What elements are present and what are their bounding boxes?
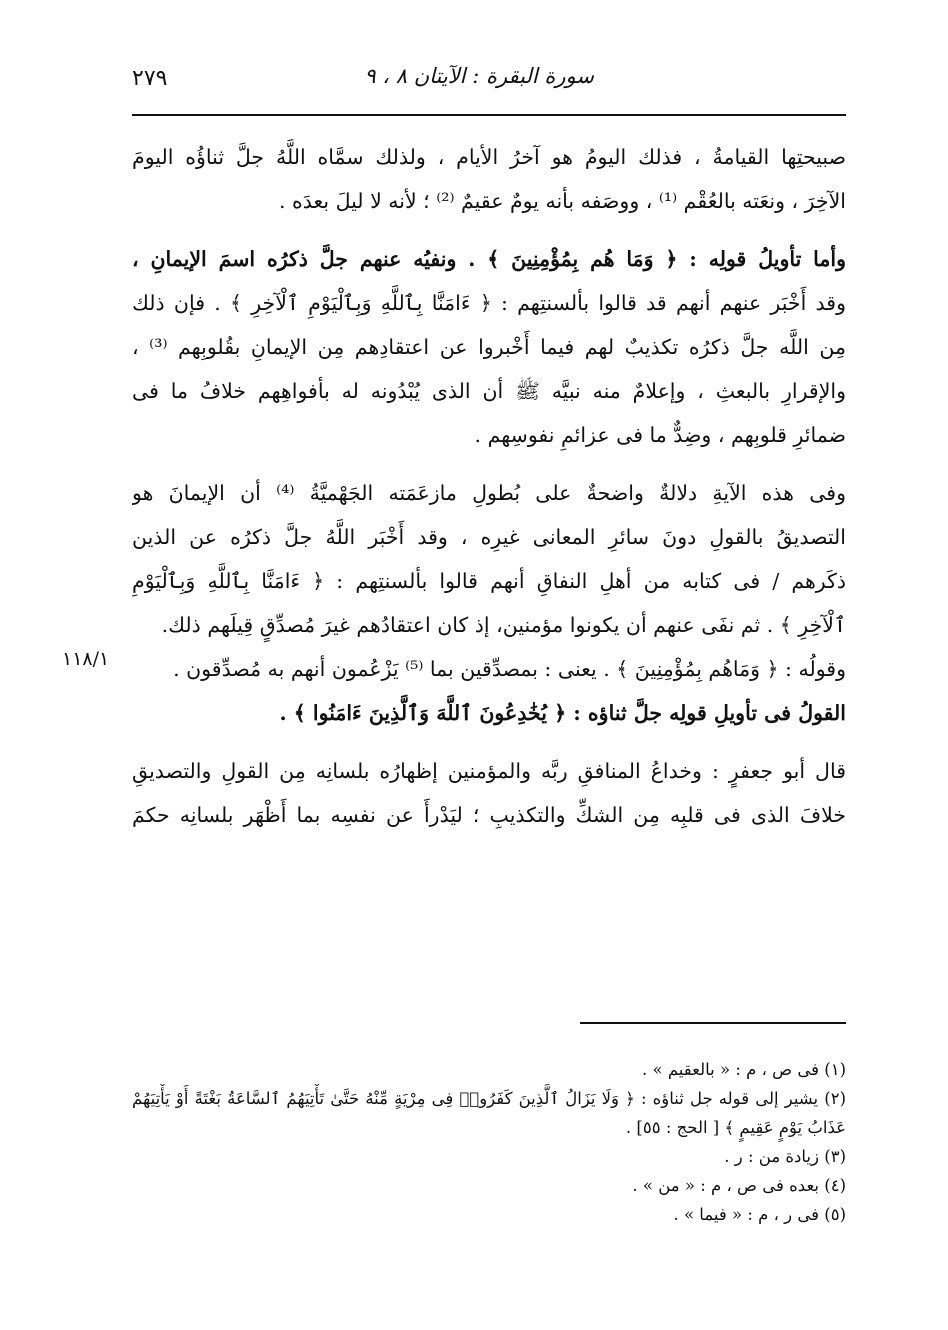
footnote-rule	[580, 1022, 846, 1024]
running-title: سورة البقرة : الآيتان ٨ ، ٩	[364, 64, 594, 88]
running-header	[132, 62, 846, 102]
text-line: وقولُه : ﴿ وَمَاهُم بِمُؤْمِنِينَ ﴾ . يعنى : بمصدِّقين بما ⁽⁵⁾ يَزْعُمون أنهم به مُصدِّقون .	[173, 657, 846, 681]
main-text	[132, 135, 846, 837]
footnotes	[132, 1055, 846, 1229]
text-line: وفى هذه الآيةِ دلالةٌ واضحةٌ على بُطولِ مازعَمَته الجَهْميَّةُ ⁽⁴⁾ أن الإيمانَ هو	[132, 481, 846, 505]
text-line: التصديقُ بالقولِ دونَ سائرِ المعانى غيرِه ، وقد أَخْبَر اللَّهُ جلَّ ذكرُه عن الذين	[132, 525, 846, 549]
text-line: الآخِرَ ، ونعَته بالعُقْم ⁽¹⁾ ، ووصَفه بأنه يومٌ عقيمٌ ⁽²⁾ ؛ لأنه لا ليلَ بعدَه .	[278, 189, 846, 213]
text-line: ذكَرهم / فى كتابه من أهلِ النفاقِ أنهم قالوا بألسنتِهم : ﴿ ءَامَنَّا بِٱللَّهِ وَبِٱلْيَوْمِ	[132, 569, 846, 593]
text-line: مِن اللَّه جلَّ ذكرُه تكذيبٌ لهم فيما أَخْبروا عن اعتقادِهم مِن الإيمانِ بقُلوبِهم ⁽³⁾ ،	[132, 335, 846, 359]
text-line: والإقرارِ بالبعثِ ، وإعلامٌ منه نبيَّه ﷺ أن الذى يُبْدُونه له بأفواهِهم خلافُ ما فى	[132, 379, 846, 403]
text-line: وقد أَخْبَر عنهم أنهم قد قالوا بألسنتِهم : ﴿ ءَامَنَّا بِٱللَّهِ وَبِٱلْيَوْمِ ٱلْآخِرِ ﴾ . فإن ذلك	[132, 291, 846, 315]
footnote: (٢) يشير إلى قوله جل ثناؤه : ﴿ وَلَا يَزَالُ ٱلَّذِينَ كَفَرُوا۟ فِى مِرْيَةٍ مِّنْهُ حَتَّىٰ تَأْتِيَهُمُ ٱلسَّاعَةُ بَغْتَةً أَوْ يَأْتِيَهُمْ	[132, 1089, 846, 1108]
text-line: وأما تأويلُ قولِه : ﴿ وَمَا هُم بِمُؤْمِنِينَ ﴾ . ونفيُه عنهم جلَّ ذكرُه اسمَ الإيمانِ ،	[132, 247, 846, 271]
footnote: (٤) بعده فى ص ، م : « من » .	[632, 1176, 846, 1195]
section-heading: القولُ فى تأويلِ قولِه جلَّ ثناؤه : ﴿ يُخَٰدِعُونَ ٱللَّهَ وَٱلَّذِينَ ءَامَنُوا ﴾ .	[279, 701, 846, 725]
footnote: (١) فى ص ، م : « بالعقيم » .	[642, 1060, 846, 1079]
footnote-continuation: عَذَابُ يَوْمٍ عَقِيمٍ ﴾ [ الحج : ٥٥] .	[625, 1118, 846, 1137]
text-line: قال أبو جعفرٍ : وخداعُ المنافقِ ربَّه والمؤمنين إظهارُه بلسانِه مِن القولِ والتصديقِ	[132, 759, 846, 783]
margin-reference: ١١٨/١	[62, 648, 110, 670]
text-line: خلافَ الذى فى قلبِه مِن الشكِّ والتكذيبِ ؛ ليَدْرأَ عن نفسِه بما أَظْهَر بلسانِه حكمَ	[132, 803, 846, 827]
footnote: (٣) زيادة من : ر .	[724, 1147, 846, 1166]
footnote: (٥) فى ر ، م : « فيما » .	[673, 1205, 846, 1224]
text-line: ضمائرِ قلوبِهم ، وضِدٌّ ما فى عزائمِ نفوسِهم .	[474, 423, 846, 447]
page-number: ٢٧٩	[132, 66, 168, 91]
text-line: ٱلْآخِرِ ﴾ . ثم نفَى عنهم أن يكونوا مؤمنين، إذ كان اعتقادُهم غيرَ مُصدِّقٍ قِيلَهم ذلك.	[161, 613, 846, 637]
text-line: صبيحتِها القيامةُ ، فذلك اليومُ هو آخرُ الأيام ، ولذلك سمَّاه اللَّهُ جلَّ ثناؤُه اليومَ	[132, 145, 846, 169]
header-rule	[132, 114, 846, 116]
